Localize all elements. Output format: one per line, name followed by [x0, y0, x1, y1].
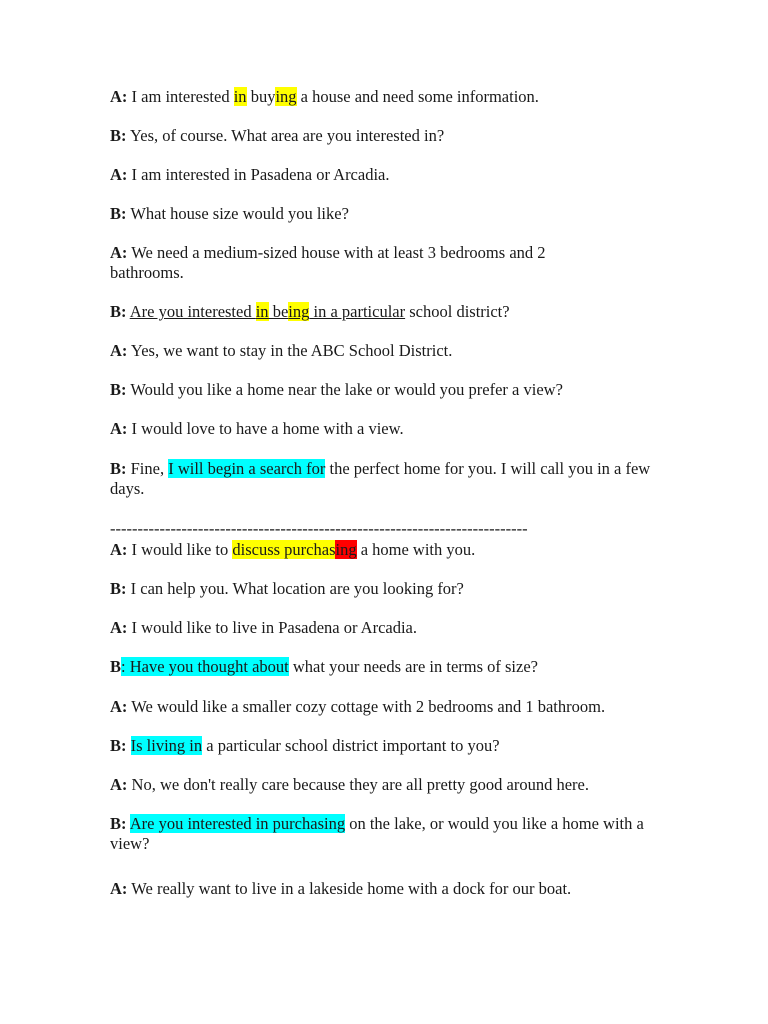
text: Yes, we want to stay in the ABC School District.: [127, 341, 453, 360]
text: on the lake, or would you like a home with a view?: [110, 814, 644, 853]
speaker-label: A:: [110, 618, 128, 637]
speaker-label: A:: [110, 697, 128, 716]
speaker-label: B:: [110, 459, 127, 478]
text: I would like to: [127, 540, 233, 559]
dialogue-line: [110, 736, 670, 756]
dialogue-line: [110, 243, 600, 283]
dialogue-line: [110, 879, 670, 899]
dialogue-line: [110, 459, 665, 499]
speaker-label: A:: [110, 775, 128, 794]
dialogue-line: [110, 302, 670, 322]
highlight-red: ing: [335, 540, 357, 559]
separator-line: ----------------------------------------------------------------------------: [110, 519, 528, 538]
dialogue-line: [110, 419, 670, 439]
text: Yes, of course. What area are you interested in?: [126, 126, 445, 145]
dialogue-line: [110, 618, 670, 638]
speaker-label: B: [110, 657, 122, 676]
dialogue-line: [110, 126, 670, 146]
highlight-cyan: Is living in: [130, 736, 203, 755]
text: a particular school district important to you?: [202, 736, 500, 755]
text: We need a medium-sized house with at least 3 bedrooms and 2 bathrooms.: [110, 243, 546, 282]
speaker-label: B:: [110, 814, 127, 833]
speaker-label: A:: [110, 243, 128, 262]
text: I would love to have a home with a view.: [127, 419, 404, 438]
text: No, we don't really care because they are all pretty good around here.: [127, 775, 589, 794]
text: Fine,: [126, 459, 169, 478]
dialogue-line: [110, 540, 670, 560]
underlined-text: be: [268, 302, 289, 321]
speaker-label: B:: [110, 579, 127, 598]
dialogue-line: [110, 697, 670, 717]
highlight-yellow: in: [255, 302, 269, 321]
dialogue-line: [110, 341, 670, 361]
text: the perfect home for you. I will call you in a few days.: [110, 459, 651, 498]
highlight-yellow: ing: [275, 87, 297, 106]
text: school district?: [405, 302, 510, 321]
speaker-label: B:: [110, 380, 127, 399]
dialogue-line: [110, 579, 670, 599]
dialogue-line: [110, 204, 670, 224]
speaker-label: A:: [110, 165, 128, 184]
speaker-label: B:: [110, 204, 127, 223]
text: I am interested: [127, 87, 234, 106]
text: a house and need some information.: [296, 87, 539, 106]
speaker-label: B:: [110, 126, 127, 145]
text: buy: [246, 87, 276, 106]
text: We really want to live in a lakeside home with a dock for our boat.: [127, 879, 572, 898]
speaker-label: A:: [110, 879, 128, 898]
text: what your needs are in terms of size?: [288, 657, 538, 676]
underlined-text: Are you interested: [129, 302, 256, 321]
speaker-label: B:: [110, 302, 127, 321]
text: a home with you.: [356, 540, 476, 559]
speaker-label: B:: [110, 736, 127, 755]
text: Would you like a home near the lake or would you prefer a view?: [126, 380, 563, 399]
dialogue-line: [110, 380, 670, 400]
underlined-text: in a particular: [309, 302, 406, 321]
dialogue-line: [110, 814, 655, 854]
highlight-cyan: I will begin a search for: [168, 459, 326, 478]
dialogue-line: [110, 657, 670, 677]
text: What house size would you like?: [126, 204, 349, 223]
speaker-label: A:: [110, 540, 128, 559]
dialogue-line: [110, 87, 670, 107]
text: I can help you. What location are you looking for?: [126, 579, 464, 598]
dialogue-line: [110, 165, 670, 185]
highlight-yellow: in: [233, 87, 247, 106]
dialogue-line: [110, 775, 670, 795]
highlight-cyan: : Have you thought about: [121, 657, 289, 676]
text: We would like a smaller cozy cottage with 2 bedrooms and 1 bathroom.: [127, 697, 606, 716]
highlight-yellow: ing: [288, 302, 310, 321]
speaker-label: A:: [110, 341, 128, 360]
text: I would like to live in Pasadena or Arcadia.: [127, 618, 418, 637]
highlight-yellow: discuss purchas: [232, 540, 336, 559]
speaker-label: A:: [110, 419, 128, 438]
text: [127, 736, 131, 755]
highlight-cyan: Are you interested in purchasing: [129, 814, 346, 833]
text: I am interested in Pasadena or Arcadia.: [127, 165, 390, 184]
speaker-label: A:: [110, 87, 128, 106]
